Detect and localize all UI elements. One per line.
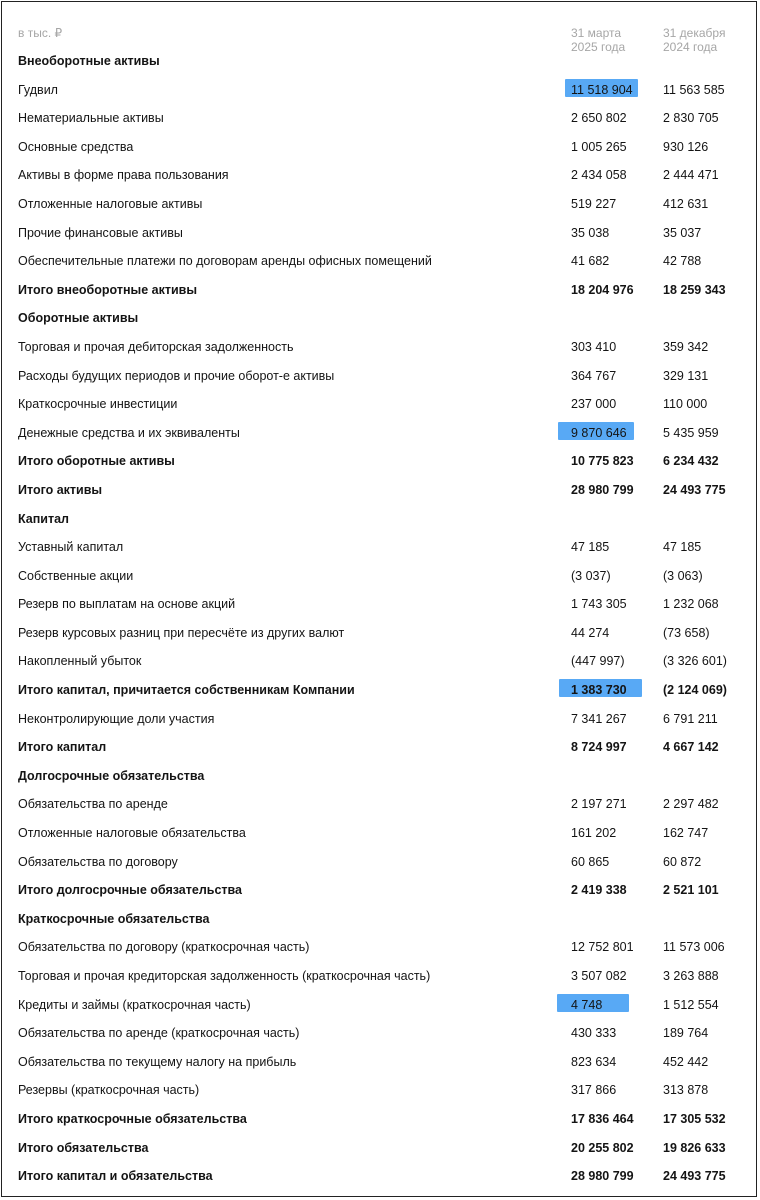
value-march-2025: 317 866 — [571, 1083, 617, 1098]
row-label: Обеспечительные платежи по договорам аренды офисных помещений — [18, 254, 432, 269]
value-december-2024: 11 563 585 — [663, 82, 725, 97]
row-label: Оборотные активы — [18, 311, 139, 326]
row-label: Отложенные налоговые активы — [18, 196, 203, 211]
section-header — [2, 304, 758, 333]
value-march-2025: 364 767 — [571, 368, 617, 383]
value-march-2025: 4 748 — [571, 997, 603, 1012]
value-december-2024: 1 512 554 — [663, 997, 719, 1012]
value-december-2024: 60 872 — [663, 854, 702, 869]
table-row — [2, 190, 758, 219]
row-label: Торговая и прочая дебиторская задолженность — [18, 339, 294, 354]
row-label: Основные средства — [18, 139, 134, 154]
table-row — [2, 647, 758, 676]
row-label: Активы в форме права пользования — [18, 168, 229, 183]
value-march-2025: 823 634 — [571, 1054, 617, 1069]
row-label: Торговая и прочая кредиторская задолженность (краткосрочная часть) — [18, 969, 431, 983]
row-label: Денежные средства и их эквиваленты — [18, 425, 240, 440]
unit-label: в тыс. ₽ — [18, 26, 63, 40]
value-december-2024: 5 435 959 — [663, 425, 719, 440]
value-december-2024: 2 444 471 — [663, 168, 719, 183]
value-december-2024: 359 342 — [663, 339, 709, 354]
table-row — [2, 219, 758, 248]
table-row — [2, 419, 758, 448]
row-label: Кредиты и займы (краткосрочная часть) — [18, 997, 251, 1012]
value-december-2024: 452 442 — [663, 1054, 709, 1069]
column-header-march-2025: 31 марта 2025 года — [571, 26, 626, 54]
value-december-2024: 6 234 432 — [663, 454, 719, 469]
section-header — [2, 47, 758, 76]
row-label: Итого обязательства — [18, 1140, 149, 1155]
value-december-2024: (2 124 069) — [663, 683, 727, 698]
value-march-2025: 60 865 — [571, 854, 610, 869]
value-march-2025: 11 518 904 — [571, 82, 633, 97]
value-march-2025: 47 185 — [571, 540, 610, 555]
table-row — [2, 390, 758, 419]
row-label: Обязательства по договору (краткосрочная часть) — [18, 940, 310, 955]
value-december-2024: 35 037 — [663, 225, 702, 240]
section-header — [2, 905, 758, 934]
row-label: Итого капитал и обязательства — [18, 1169, 213, 1184]
table-row — [2, 104, 758, 133]
row-label: Неконтролирующие доли участия — [18, 711, 215, 726]
row-label: Уставный капитал — [18, 540, 124, 555]
value-december-2024: 24 493 775 — [663, 482, 726, 497]
row-label: Резервы (краткосрочная часть) — [18, 1083, 200, 1098]
total-row — [2, 676, 758, 705]
row-label: Обязательства по аренде (краткосрочная часть) — [18, 1026, 300, 1041]
table-row — [2, 991, 758, 1020]
row-label: Прочие финансовые активы — [18, 225, 183, 240]
row-label: Капитал — [18, 511, 69, 526]
value-december-2024: 6 791 211 — [663, 711, 718, 726]
value-march-2025: 1 005 265 — [571, 139, 627, 154]
value-march-2025: 41 682 — [571, 254, 610, 269]
value-december-2024: 329 131 — [663, 368, 709, 383]
value-december-2024: 42 788 — [663, 254, 702, 269]
value-march-2025: 1 743 305 — [571, 597, 627, 612]
row-label: Резерв по выплатам на основе акций — [18, 597, 236, 612]
total-row — [2, 876, 758, 905]
row-label: Обязательства по текущему налогу на прибыль — [18, 1054, 297, 1069]
value-march-2025: 303 410 — [571, 339, 617, 354]
value-december-2024: 313 878 — [663, 1083, 709, 1098]
value-march-2025: 44 274 — [571, 625, 610, 640]
row-label: Итого капитал, причитается собственникам Компании — [18, 683, 355, 698]
row-label: Краткосрочные обязательства — [18, 911, 210, 926]
table-row — [2, 848, 758, 877]
value-december-2024: 24 493 775 — [663, 1169, 726, 1184]
table-row — [2, 1048, 758, 1077]
value-december-2024: (3 326 601) — [663, 654, 727, 669]
value-march-2025: 10 775 823 — [571, 454, 634, 469]
value-march-2025: 8 724 997 — [571, 740, 627, 755]
table-row — [2, 962, 758, 991]
row-label: Обязательства по договору — [18, 854, 178, 869]
row-label: Резерв курсовых разниц при пересчёте из других валют — [18, 625, 345, 640]
value-march-2025: 2 197 271 — [571, 797, 627, 812]
value-december-2024: (73 658) — [663, 625, 710, 640]
value-march-2025: 35 038 — [571, 225, 610, 240]
value-march-2025: 20 255 802 — [571, 1140, 634, 1155]
value-march-2025: 2 419 338 — [571, 883, 627, 898]
value-march-2025: 2 434 058 — [571, 168, 627, 183]
row-label: Гудвил — [18, 82, 58, 97]
row-label: Накопленный убыток — [18, 654, 142, 669]
total-row — [2, 1162, 758, 1191]
value-december-2024: 930 126 — [663, 139, 709, 154]
table-row — [2, 933, 758, 962]
value-december-2024: 162 747 — [663, 826, 709, 841]
balance-sheet-frame — [1, 1, 757, 1197]
value-march-2025: 1 383 730 — [571, 683, 627, 698]
value-december-2024: 189 764 — [663, 1026, 709, 1041]
value-march-2025: 2 650 802 — [571, 111, 627, 126]
table-row — [2, 562, 758, 591]
table-row — [2, 819, 758, 848]
table-row — [2, 76, 758, 105]
column-header-december-2024: 31 декабря 2024 года — [663, 26, 726, 54]
row-label: Итого капитал — [18, 740, 107, 755]
total-row — [2, 1134, 758, 1163]
value-march-2025: 7 341 267 — [571, 711, 627, 726]
row-label: Итого оборотные активы — [18, 454, 175, 469]
value-march-2025: (3 037) — [571, 568, 611, 583]
value-december-2024: 4 667 142 — [663, 740, 719, 755]
table-row — [2, 619, 758, 648]
total-row — [2, 733, 758, 762]
table-row — [2, 533, 758, 562]
row-label: Обязательства по аренде — [18, 797, 168, 812]
table-row — [2, 247, 758, 276]
balance-sheet-rows — [2, 47, 758, 1191]
row-label: Итого долгосрочные обязательства — [18, 883, 242, 898]
row-label: Краткосрочные инвестиции — [18, 397, 178, 412]
value-march-2025: 237 000 — [571, 397, 617, 412]
value-december-2024: 17 305 532 — [663, 1111, 726, 1126]
value-march-2025: 17 836 464 — [571, 1111, 634, 1126]
total-row — [2, 276, 758, 305]
table-row — [2, 1076, 758, 1105]
section-header — [2, 762, 758, 791]
row-label: Нематериальные активы — [18, 111, 164, 126]
value-march-2025: 430 333 — [571, 1026, 617, 1041]
total-row — [2, 476, 758, 505]
value-march-2025: 3 507 082 — [571, 969, 627, 983]
row-label: Внеоборотные активы — [18, 54, 160, 68]
value-december-2024: 18 259 343 — [663, 282, 726, 297]
row-label: Собственные акции — [18, 568, 134, 583]
value-december-2024: 2 521 101 — [663, 883, 719, 898]
value-december-2024: (3 063) — [663, 568, 703, 583]
value-march-2025: 18 204 976 — [571, 282, 634, 297]
value-march-2025: 9 870 646 — [571, 425, 627, 440]
table-row — [2, 362, 758, 391]
table-row — [2, 590, 758, 619]
table-row — [2, 705, 758, 734]
row-label: Итого внеоборотные активы — [18, 282, 198, 297]
value-december-2024: 110 000 — [663, 397, 708, 412]
value-december-2024: 11 573 006 — [663, 940, 725, 955]
table-row — [2, 1019, 758, 1048]
value-december-2024: 2 830 705 — [663, 111, 719, 126]
row-label: Долгосрочные обязательства — [18, 768, 205, 783]
value-december-2024: 1 232 068 — [663, 597, 719, 612]
value-december-2024: 412 631 — [663, 196, 709, 211]
row-label: Отложенные налоговые обязательства — [18, 826, 246, 841]
table-header — [2, 2, 758, 54]
value-march-2025: (447 997) — [571, 654, 625, 669]
value-march-2025: 28 980 799 — [571, 1169, 634, 1184]
row-label: Итого активы — [18, 482, 103, 497]
table-row — [2, 161, 758, 190]
table-row — [2, 333, 758, 362]
total-row — [2, 447, 758, 476]
value-december-2024: 3 263 888 — [663, 969, 719, 983]
value-december-2024: 2 297 482 — [663, 797, 719, 812]
value-march-2025: 161 202 — [571, 826, 617, 841]
section-header — [2, 505, 758, 534]
total-row — [2, 1105, 758, 1134]
row-label: Итого краткосрочные обязательства — [18, 1111, 247, 1126]
row-label: Расходы будущих периодов и прочие оборот-е активы — [18, 368, 335, 383]
value-march-2025: 12 752 801 — [571, 940, 634, 955]
value-december-2024: 19 826 633 — [663, 1140, 726, 1155]
value-december-2024: 47 185 — [663, 540, 702, 555]
table-row — [2, 133, 758, 162]
table-row — [2, 790, 758, 819]
value-march-2025: 519 227 — [571, 196, 617, 211]
value-march-2025: 28 980 799 — [571, 482, 634, 497]
